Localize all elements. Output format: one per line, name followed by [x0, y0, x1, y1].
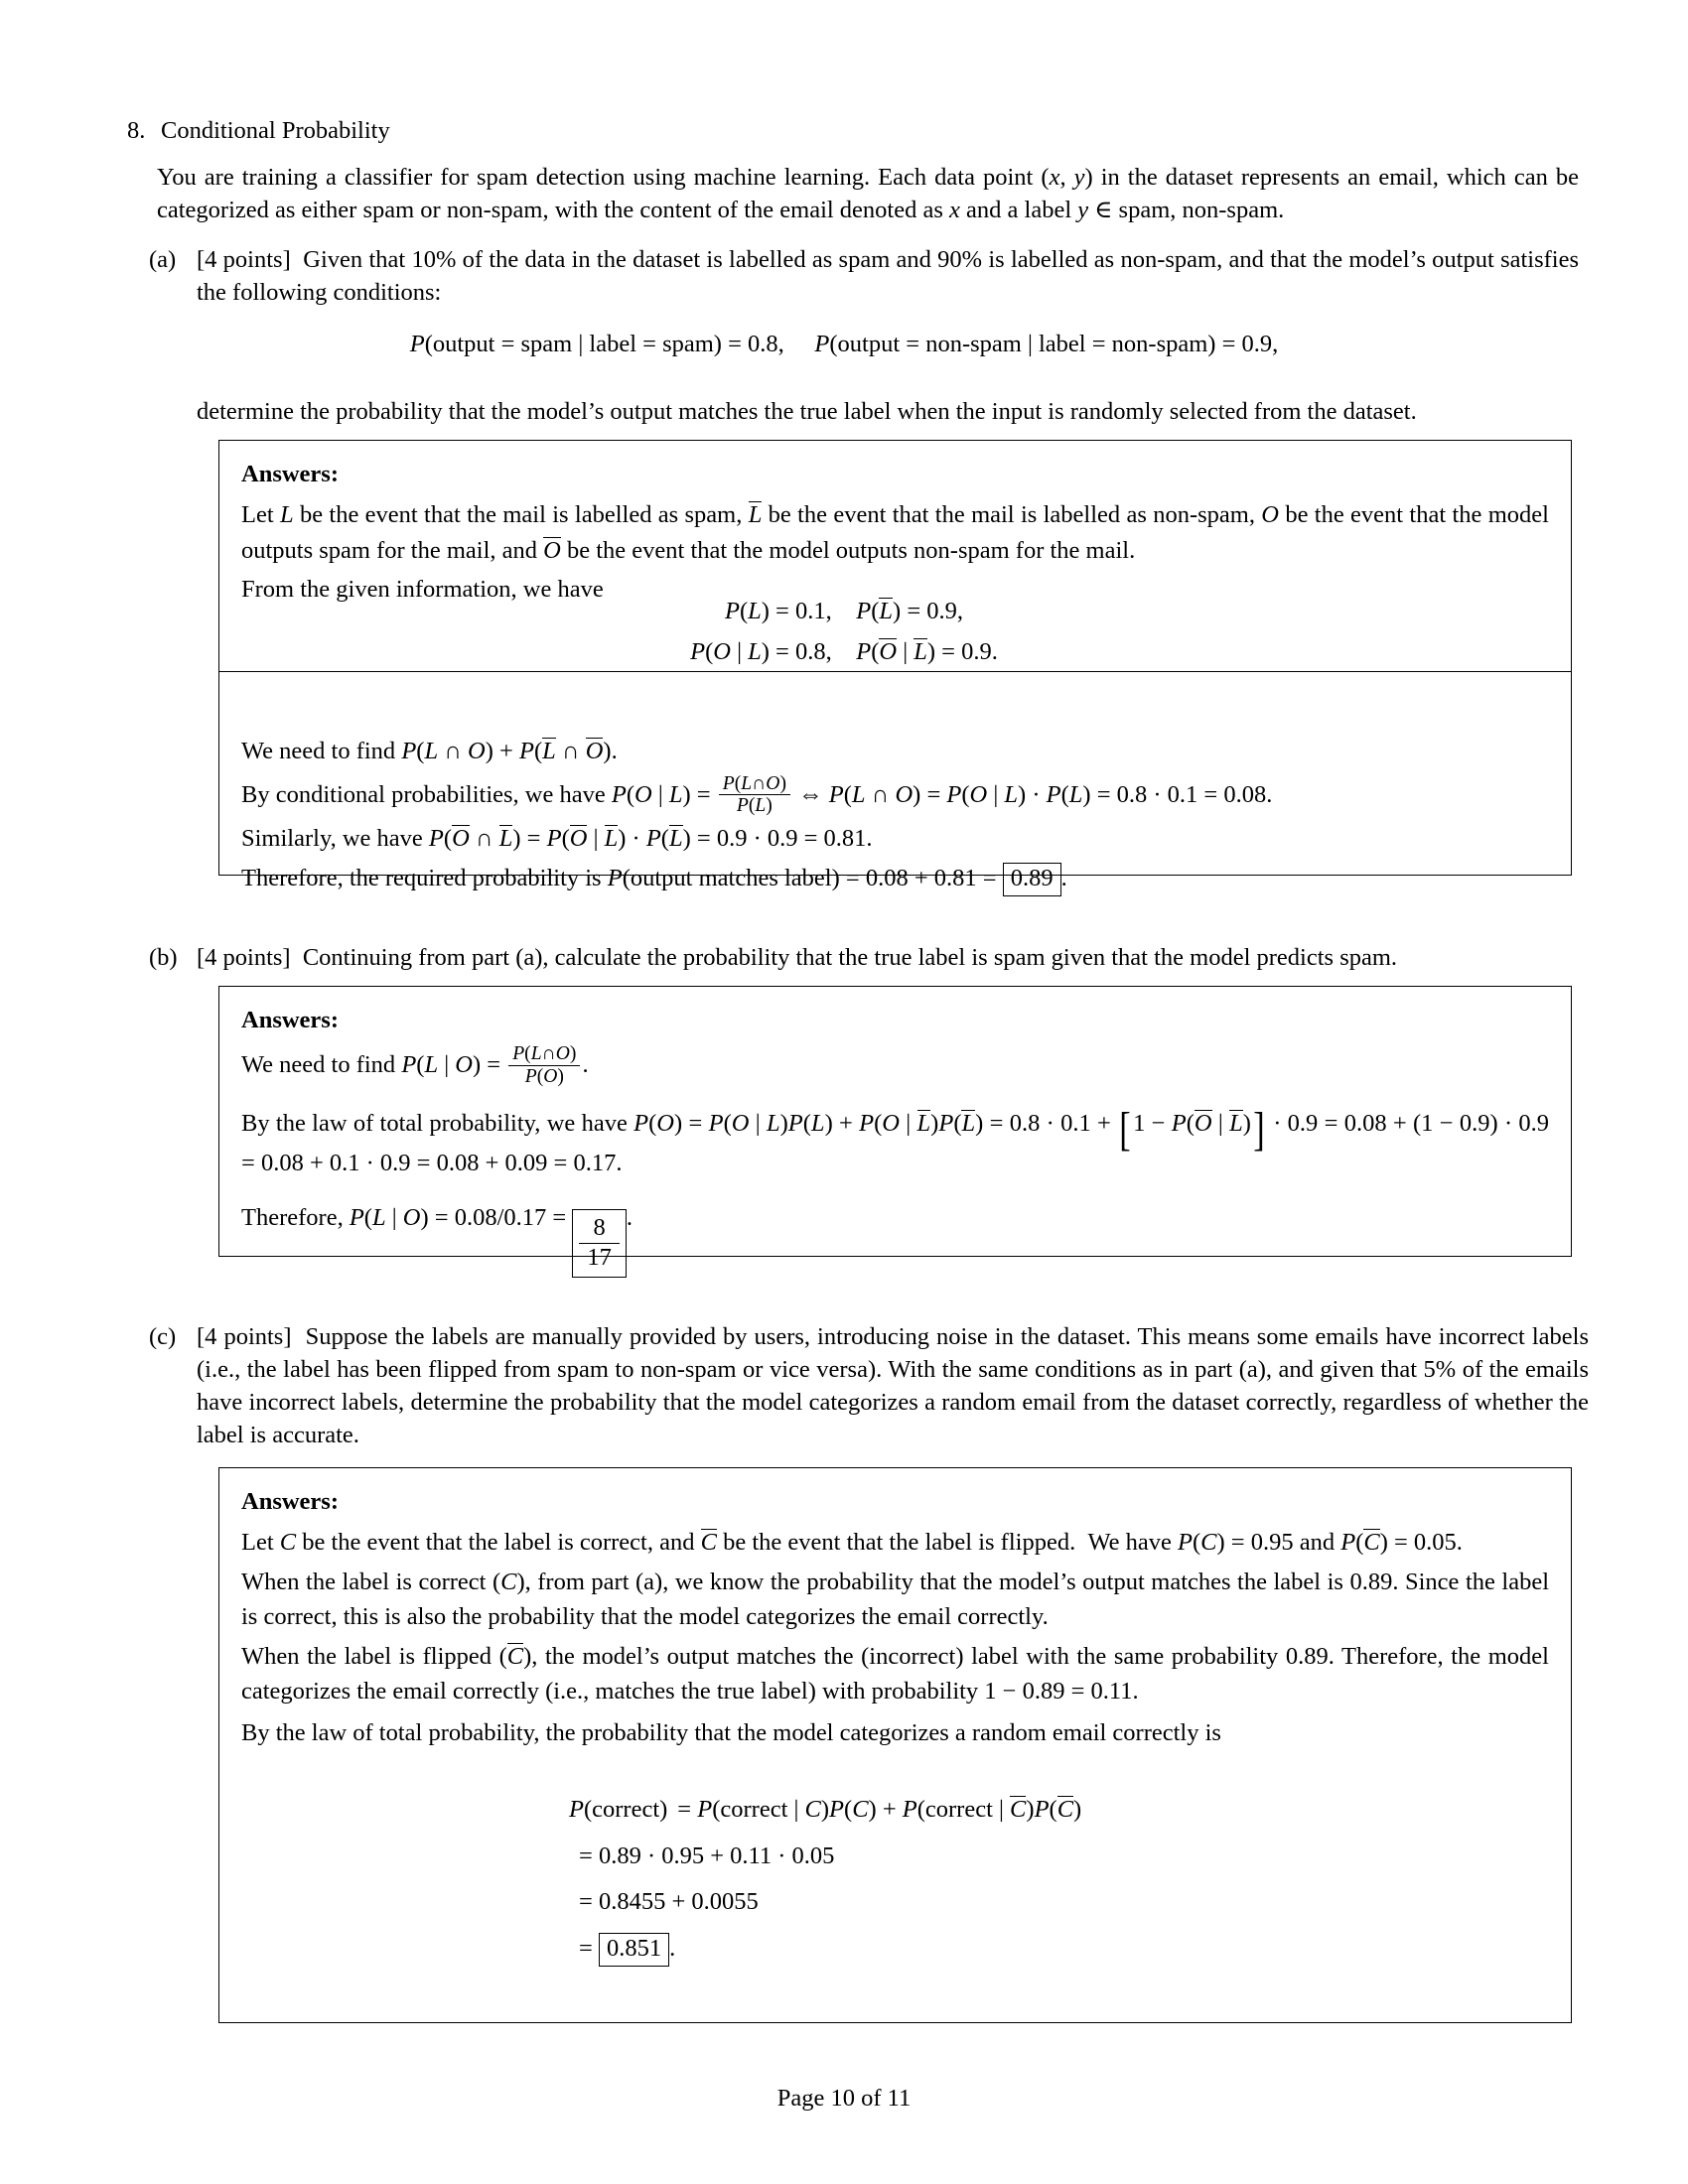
part-b-label: (b) — [149, 944, 178, 971]
boxed-answer-a: 0.89 — [1003, 863, 1061, 896]
answer-box-b — [218, 986, 1572, 1271]
part-a — [149, 243, 1579, 309]
part-a-text-after: determine the probability that the model’s output matches the true label when the input is randomly selected from the dataset. — [197, 398, 1417, 425]
answer-box-a-lower — [218, 672, 1572, 891]
left-bracket: [ — [1119, 1103, 1131, 1157]
answer-a-similarly-line: Similarly, we have P(O ∩ L) = P(O | L) · P(L) = 0.9 · 0.9 = 0.81. — [241, 825, 873, 853]
answer-c-total-probability-intro: By the law of total probability, the probability that the model categorizes a random email correctly is — [241, 1718, 1221, 1746]
part-c-text — [197, 1320, 1589, 1451]
problem-number: 8. — [127, 117, 146, 144]
part-a-points: [4 points] — [197, 246, 291, 273]
part-c-points: [4 points] — [197, 1323, 292, 1350]
fraction-p-l-cap-o-over-p-l: $\frac{P(L\cap O)}{P(L)}$ — [719, 773, 790, 818]
fraction-p-l-cap-o-over-p-o: $\frac{P(L\cap O)}{P(O)}$ — [508, 1043, 580, 1088]
part-c-question: Suppose the labels are manually provided by users, introducing noise in the dataset. This means some emails have incorrect labels (i.e., the label has been flipped from spam to non-spam or vice versa). With the same conditions as in part (a), and given that 5% of the emails have incorrect labels, determine the probability that the model categorizes a random email from the dataset correctly, regardless of whether the label is accurate. — [197, 1323, 1589, 1449]
align-row-3 — [569, 1879, 1081, 1926]
right-bracket: ] — [1253, 1103, 1265, 1157]
align-lhs-1: P(correct) — [569, 1796, 668, 1823]
answer-a-need-find: We need to find P(L ∩ O) + P(L ∩ O). — [241, 738, 618, 764]
answer-c-correct-case: When the label is correct (C), from part (a), we know the probability that the model’s output matches the label is 0.89. Since the label is correct, this is also the probability that the model categorizes the email correctly. — [241, 1568, 1550, 1631]
answer-b-total-probability: By the law of total probability, we have P(O) = P(O | L)P(L) + P(O | L)P(L) = 0.8 · 0.1 + [1 − P(O | L)] · 0.9 = 0.08 + (1 − 0.9) · 0.9 = 0.08 + 0.1 · 0.9 = 0.08 + 0.09 = 0.17. — [241, 1103, 1550, 1176]
answer-c-aligned-equations — [569, 1787, 1081, 1972]
answer-c-definitions: Let C be the event that the label is correct, and C be the event that the label is flipped. We have P(C) = 0.95 and P(C) = 0.05. — [241, 1529, 1463, 1556]
answer-b-conclusion: Therefore, P(L | O) = 0.08/0.17 = $\frac{8}{17}$ . — [241, 1200, 1549, 1277]
part-a-followup — [197, 395, 1587, 428]
align-row-4 — [569, 1926, 1081, 1973]
answer-a-conditional-line: By conditional probabilities, we have P(O | L) = $\frac{P(L\cap O)}{P(L)}$ ⇔ P(L ∩ O) = P(O | L) · P(L) = 0.8 · 0.1 = 0.08. — [241, 772, 1273, 817]
answer-a-given-intro: From the given information, we have — [241, 576, 604, 604]
page-title: Conditional Probability — [161, 117, 390, 144]
answer-a-conclusion: Therefore, the required probability is P(output matches label) = 0.08 + 0.81 = 0.89 . — [241, 861, 1549, 896]
answer-a-equation-1: P(L) = 0.1, P(L) = 0.9, — [724, 598, 964, 624]
align-rhs-4: = 0.851 . — [569, 1926, 675, 1973]
boxed-answer-b — [572, 1209, 627, 1278]
answer-c-title: Answers: — [241, 1488, 339, 1515]
problem-heading — [127, 117, 1577, 145]
align-rhs-1: = P(correct | C)P(C) + P(correct | C)P(C) — [677, 1796, 1082, 1823]
boxed-answer-c: 0.851 — [599, 1933, 669, 1967]
align-row-2 — [569, 1834, 1081, 1880]
part-a-condition-equation: P(output = spam | label = spam) = 0.8, P(output = non-spam | label = non-spam) = 0.9, — [409, 331, 1279, 357]
problem-intro: You are training a classifier for spam detection using machine learning. Each data point (x, y) in the dataset represents an email, which can be categorized as either spam or non-spam, with the content of the email denoted as x and a label y ∈ spam, non-spam. — [157, 164, 1580, 224]
align-row-1 — [569, 1787, 1081, 1834]
part-a-question: Given that 10% of the data in the dataset is labelled as spam and 90% is labelled as non-spam, and that the model’s output satisfies the following conditions: — [197, 246, 1580, 307]
part-a-text — [197, 243, 1579, 309]
problem-block — [127, 117, 1580, 226]
boxed-b-numerator: 8 — [593, 1213, 606, 1241]
answer-b-title: Answers: — [241, 1007, 339, 1033]
align-rhs-3: = 0.8455 + 0.0055 — [579, 1888, 759, 1916]
align-rhs-2: = 0.89 · 0.95 + 0.11 · 0.05 — [579, 1842, 835, 1869]
boxed-b-denominator: 17 — [579, 1243, 620, 1273]
part-a-label: (a) — [149, 246, 177, 273]
answer-a-title: Answers: — [241, 461, 339, 487]
part-b — [149, 941, 1589, 974]
answer-b-need-find: We need to find P(L | O) = $\frac{P(L\cap O)}{P(O)}$ . — [241, 1043, 589, 1087]
answer-c-flipped-case: When the label is flipped (C), the model’s output matches the (incorrect) label with the same probability 0.89. Therefore, the model categorizes the email correctly (i.e., matches the true label) with probability 1 − 0.89 = 0.11. — [241, 1642, 1549, 1706]
part-c-label: (c) — [149, 1323, 177, 1350]
answer-a-definitions: Let L be the event that the mail is labelled as spam, L be the event that the mail is labelled as non-spam, O be the event that the model outputs spam for the mail, and O be the event that the model outputs non-spam for the mail. — [241, 501, 1549, 564]
answer-a-equation-2: P(O | L) = 0.8, P(O | L) = 0.9. — [690, 638, 998, 665]
part-b-text — [197, 941, 1397, 974]
part-c — [149, 1320, 1589, 1451]
part-b-question: Continuing from part (a), calculate the probability that the true label is spam given that the model predicts spam. — [302, 944, 1398, 971]
part-b-points: [4 points] — [197, 944, 291, 971]
page-footer: Page 10 of 11 — [776, 2085, 912, 2112]
